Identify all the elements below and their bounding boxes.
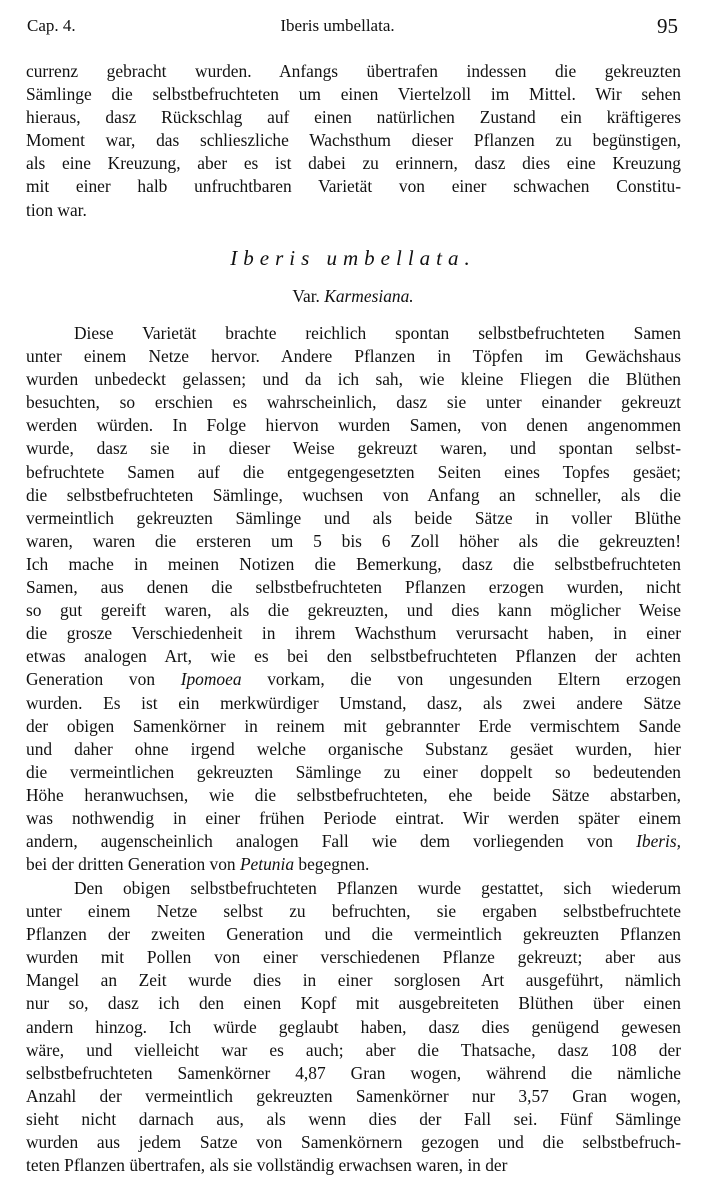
section-heading: Iberis umbellata. (230, 246, 476, 270)
text-line (26, 784, 681, 807)
paragraph-continuation (26, 60, 681, 222)
text-segment: der obigen Samenkörner in reinem mit gebrannter Erde vermischtem Sande (26, 715, 681, 736)
variety-name: Karmesiana. (324, 286, 414, 306)
text-line (26, 807, 681, 830)
text-segment: etwas analogen Art, wie es bei den selbstbefruchteten Pflanzen der achten (26, 646, 681, 667)
text-segment: besuchten, so erschien es wahrscheinlich, dasz sie unter einander gekreuzt (26, 392, 681, 413)
text-line: Moment war, das schlieszliche Wachsthum dieser Pflanzen zu begünstigen, (26, 130, 681, 151)
text-segment: waren, waren die ersteren um 5 bis 6 Zoll höher als die gekreuzten! (26, 530, 681, 551)
text-line (26, 507, 681, 530)
text-line: hieraus, dasz Rückschlag auf einen natürlichen Zustand ein kräftigeres (26, 107, 681, 128)
text-line (26, 622, 681, 645)
text-segment: vorkam, die von ungesunden Eltern erzogen (241, 669, 681, 690)
text-segment: die selbstbefruchteten Sämlinge, wuchsen von Anfang an schneller, als die (26, 484, 681, 505)
text-line (26, 530, 681, 553)
text-line: tion war. (26, 199, 87, 220)
text-segment: wurden unbedeckt gelassen; und da ich sah, wie kleine Fliegen die Blüthen (26, 369, 681, 390)
text-line: currenz gebracht wurden. Anfangs übertrafen indessen die gekreuzten (26, 61, 681, 81)
text-line: Sämlinge die selbstbefruchteten um einen Viertelzoll im Mittel. Wir sehen (26, 84, 681, 105)
text-line: wurden mit Pollen von einer verschiedenen Pflanze gekreuzt; aber aus (26, 947, 681, 968)
text-segment: unter einem Netze hervor. Andere Pflanzen in Töpfen im Gewächshaus (26, 346, 681, 367)
variety-subheading (0, 286, 706, 307)
text-line: selbstbefruchteten Samenkörner 4,87 Gran wogen, während die nämliche (26, 1062, 681, 1083)
text-line: als eine Kreuzung, aber es ist dabei zu erinnern, dasz dies eine Kreuzung (26, 153, 681, 174)
text-line (26, 830, 681, 853)
italic-taxon: Iberis, (636, 831, 681, 852)
text-segment: und daher ohne irgend welche organische Substanz gesäet wurden, hier (26, 738, 681, 759)
text-segment: so gut gereift waren, als die gekreuzten, und dies kann möglicher Weise (26, 600, 681, 621)
text-line (26, 414, 681, 437)
italic-taxon: Ipomoea (180, 669, 242, 690)
text-line (26, 853, 681, 876)
text-line (26, 599, 681, 622)
text-line (26, 692, 681, 715)
text-segment: wurden. Es ist ein merkwürdiger Umstand, dasz, als zwei andere Sätze (26, 692, 681, 713)
italic-taxon: Petunia (239, 854, 295, 875)
text-line: mit einer halb unfruchtbaren Varietät von einer schwachen Constitu- (26, 176, 681, 197)
text-segment: was nothwendig in einer frühen Periode eintrat. Wir werden später einem (26, 807, 681, 828)
paragraph-main (26, 322, 681, 876)
text-line (26, 345, 681, 368)
variety-prefix: Var. (292, 286, 320, 306)
text-line: sieht nicht darnach aus, als wenn dies der Fall sei. Fünf Sämlinge (26, 1108, 681, 1129)
text-segment: werden würden. In Folge hiervon wurden Samen, von denen angenommen (26, 415, 681, 436)
text-line: Mangel an Zeit wurde dies in einer sorglosen Art ausgeführt, nämlich (26, 970, 681, 991)
running-title: Iberis umbellata. (280, 16, 395, 35)
text-line (26, 668, 681, 691)
text-line (26, 553, 681, 576)
text-segment: andern, augenscheinlich analogen Fall wie dem vorliegenden von (26, 831, 637, 852)
text-line: wurden aus jedem Satze von Samenkörnern gezogen und die selbstbefruch- (26, 1132, 681, 1153)
text-line: teten Pflanzen übertrafen, als sie vollständig erwachsen waren, in der (26, 1155, 508, 1176)
text-segment: Höhe heranwuchsen, wie die selbstbefruchteten, ehe beide Sätze abstarben, (26, 784, 681, 805)
text-line: andern hinzog. Ich würde geglaubt haben, dasz dies genügend gewesen (26, 1016, 681, 1037)
text-line (26, 738, 681, 761)
text-line (26, 484, 681, 507)
text-segment: die vermeintlichen gekreuzten Sämlinge zu einer doppelt so bedeutenden (26, 761, 681, 782)
text-line (26, 715, 681, 738)
text-segment: bei der dritten Generation von (26, 854, 240, 875)
text-segment: befruchtete Samen auf die entgegengesetzten Seiten eines Topfes gesäet; (26, 461, 681, 482)
text-line: Pflanzen der zweiten Generation und die vermeintlich gekreuzten Pflanzen (26, 924, 681, 945)
running-header (27, 14, 678, 40)
text-line (26, 368, 681, 391)
text-line (26, 437, 681, 460)
text-line: nur so, dasz ich den einen Kopf mit ausgebreiteten Blüthen über einen (26, 993, 681, 1014)
text-line: wäre, und vielleicht war es auch; aber die Thatsache, dasz 108 der (26, 1039, 681, 1060)
text-line (26, 761, 681, 784)
text-line (26, 645, 681, 668)
paragraph-second-generation (26, 877, 681, 1177)
text-segment: Diese Varietät brachte reichlich spontan selbstbefruchteten Samen (74, 323, 681, 343)
text-line (26, 391, 681, 414)
text-segment: Samen, aus denen die selbstbefruchteten Pflanzen erzogen wurden, nicht (26, 577, 681, 598)
text-line (26, 461, 681, 484)
text-segment: begegnen. (294, 854, 370, 875)
text-segment: Ich mache in meinen Notizen die Bemerkung, dasz die selbstbefruchteten (26, 553, 681, 574)
text-segment: die grosze Verschiedenheit in ihrem Wachsthum verursacht haben, in einer (26, 623, 681, 644)
chapter-label: Cap. 4. (27, 16, 76, 35)
text-segment: vermeintlich gekreuzten Sämlinge und als beide Sätze in voller Blüthe (26, 507, 681, 528)
text-line: Den obigen selbstbefruchteten Pflanzen wurde gestattet, sich wiederum (74, 878, 681, 898)
text-segment: Generation von (26, 669, 181, 690)
text-line: Anzahl der vermeintlich gekreuzten Samenkörner nur 3,57 Gran wogen, (26, 1085, 681, 1106)
text-line (26, 322, 681, 345)
text-line (26, 576, 681, 599)
text-line: unter einem Netze selbst zu befruchten, sie ergaben selbstbefruchtete (26, 901, 681, 922)
text-segment: wurde, dasz sie in dieser Weise gekreuzt waren, und spontan selbst- (26, 438, 681, 459)
page-number: 95 (657, 14, 678, 38)
